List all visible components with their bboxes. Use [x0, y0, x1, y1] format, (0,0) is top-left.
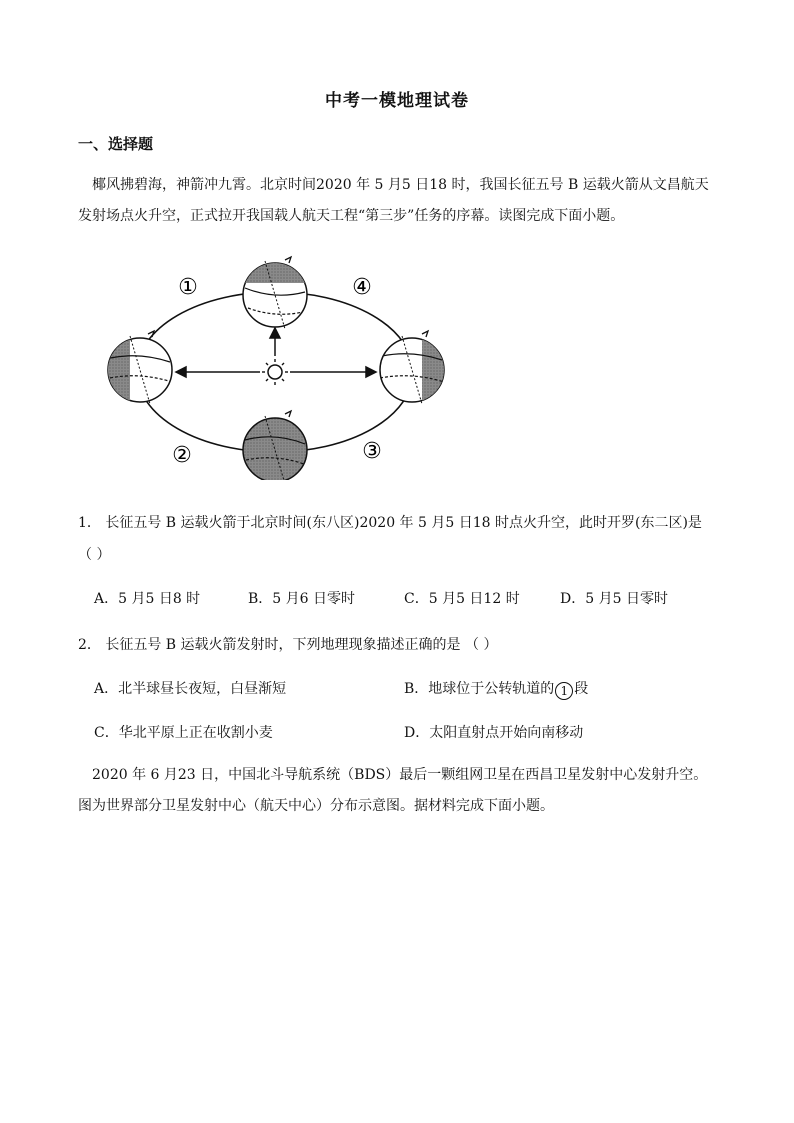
- intro2-line-1: 2020 年 6 月23 日，中国北斗导航系统（BDS）最后一颗组网卫星在西昌卫星发射中心发射升空。: [92, 767, 708, 783]
- earth-top: [243, 257, 307, 329]
- q2-option-b-text: B．地球位于公转轨道的: [404, 681, 555, 697]
- orbit-label-3: ③: [362, 439, 382, 464]
- q2-option-b-suffix: 段: [574, 681, 589, 697]
- earth-orbit-diagram: [100, 250, 460, 480]
- sun-icon: [262, 359, 288, 385]
- intro-paragraph-2: [78, 760, 718, 822]
- q1-option-d[interactable]: D．5 月5 日零时: [560, 591, 668, 607]
- orbit-segment-1-mark: 1: [555, 682, 573, 700]
- intro2-line-2: 图为世界部分卫星发射中心（航天中心）分布示意图。据材料完成下面小题。: [78, 798, 554, 814]
- q1-option-a[interactable]: A．5 月5 日8 时: [94, 591, 201, 607]
- orbit-label-4: ④: [352, 275, 372, 300]
- question-2-stem: 2． 长征五号 B 运载火箭发射时，下列地理现象描述正确的是 （ ）: [78, 637, 498, 653]
- q2-option-a[interactable]: A．北半球昼长夜短，白昼渐短: [94, 681, 287, 697]
- question-1-bracket: （ ）: [78, 547, 111, 563]
- earth-left: [108, 331, 172, 404]
- intro-line-2: 发射场点火升空，正式拉开我国载人航天工程“第三步”任务的序幕。读图完成下面小题。: [78, 208, 625, 224]
- q2-option-c[interactable]: C．华北平原上正在收割小麦: [94, 725, 273, 741]
- orbit-label-2: ②: [172, 443, 192, 468]
- earth-bottom: [243, 411, 307, 480]
- question-1-stem: 1． 长征五号 B 运载火箭于北京时间(东八区)2020 年 5 月5 日18 时点火升空，此时开罗(东二区)是: [78, 515, 702, 531]
- q1-option-c[interactable]: C．5 月5 日12 时: [404, 591, 520, 607]
- section-heading: 一、选择题: [78, 135, 154, 153]
- intro-paragraph-1: [78, 170, 718, 232]
- earth-right: [380, 331, 444, 404]
- q2-option-d[interactable]: D．太阳直射点开始向南移动: [404, 725, 584, 741]
- q1-option-b[interactable]: B．5 月6 日零时: [248, 591, 356, 607]
- q2-option-b[interactable]: [404, 678, 588, 700]
- orbit-label-1: ①: [178, 275, 198, 300]
- intro-line-1: 椰风拂碧海，神箭冲九霄。北京时间2020 年 5 月5 日18 时，我国长征五号 B 运载火箭从文昌航天: [92, 177, 709, 193]
- page-title: 中考一模地理试卷: [325, 91, 469, 111]
